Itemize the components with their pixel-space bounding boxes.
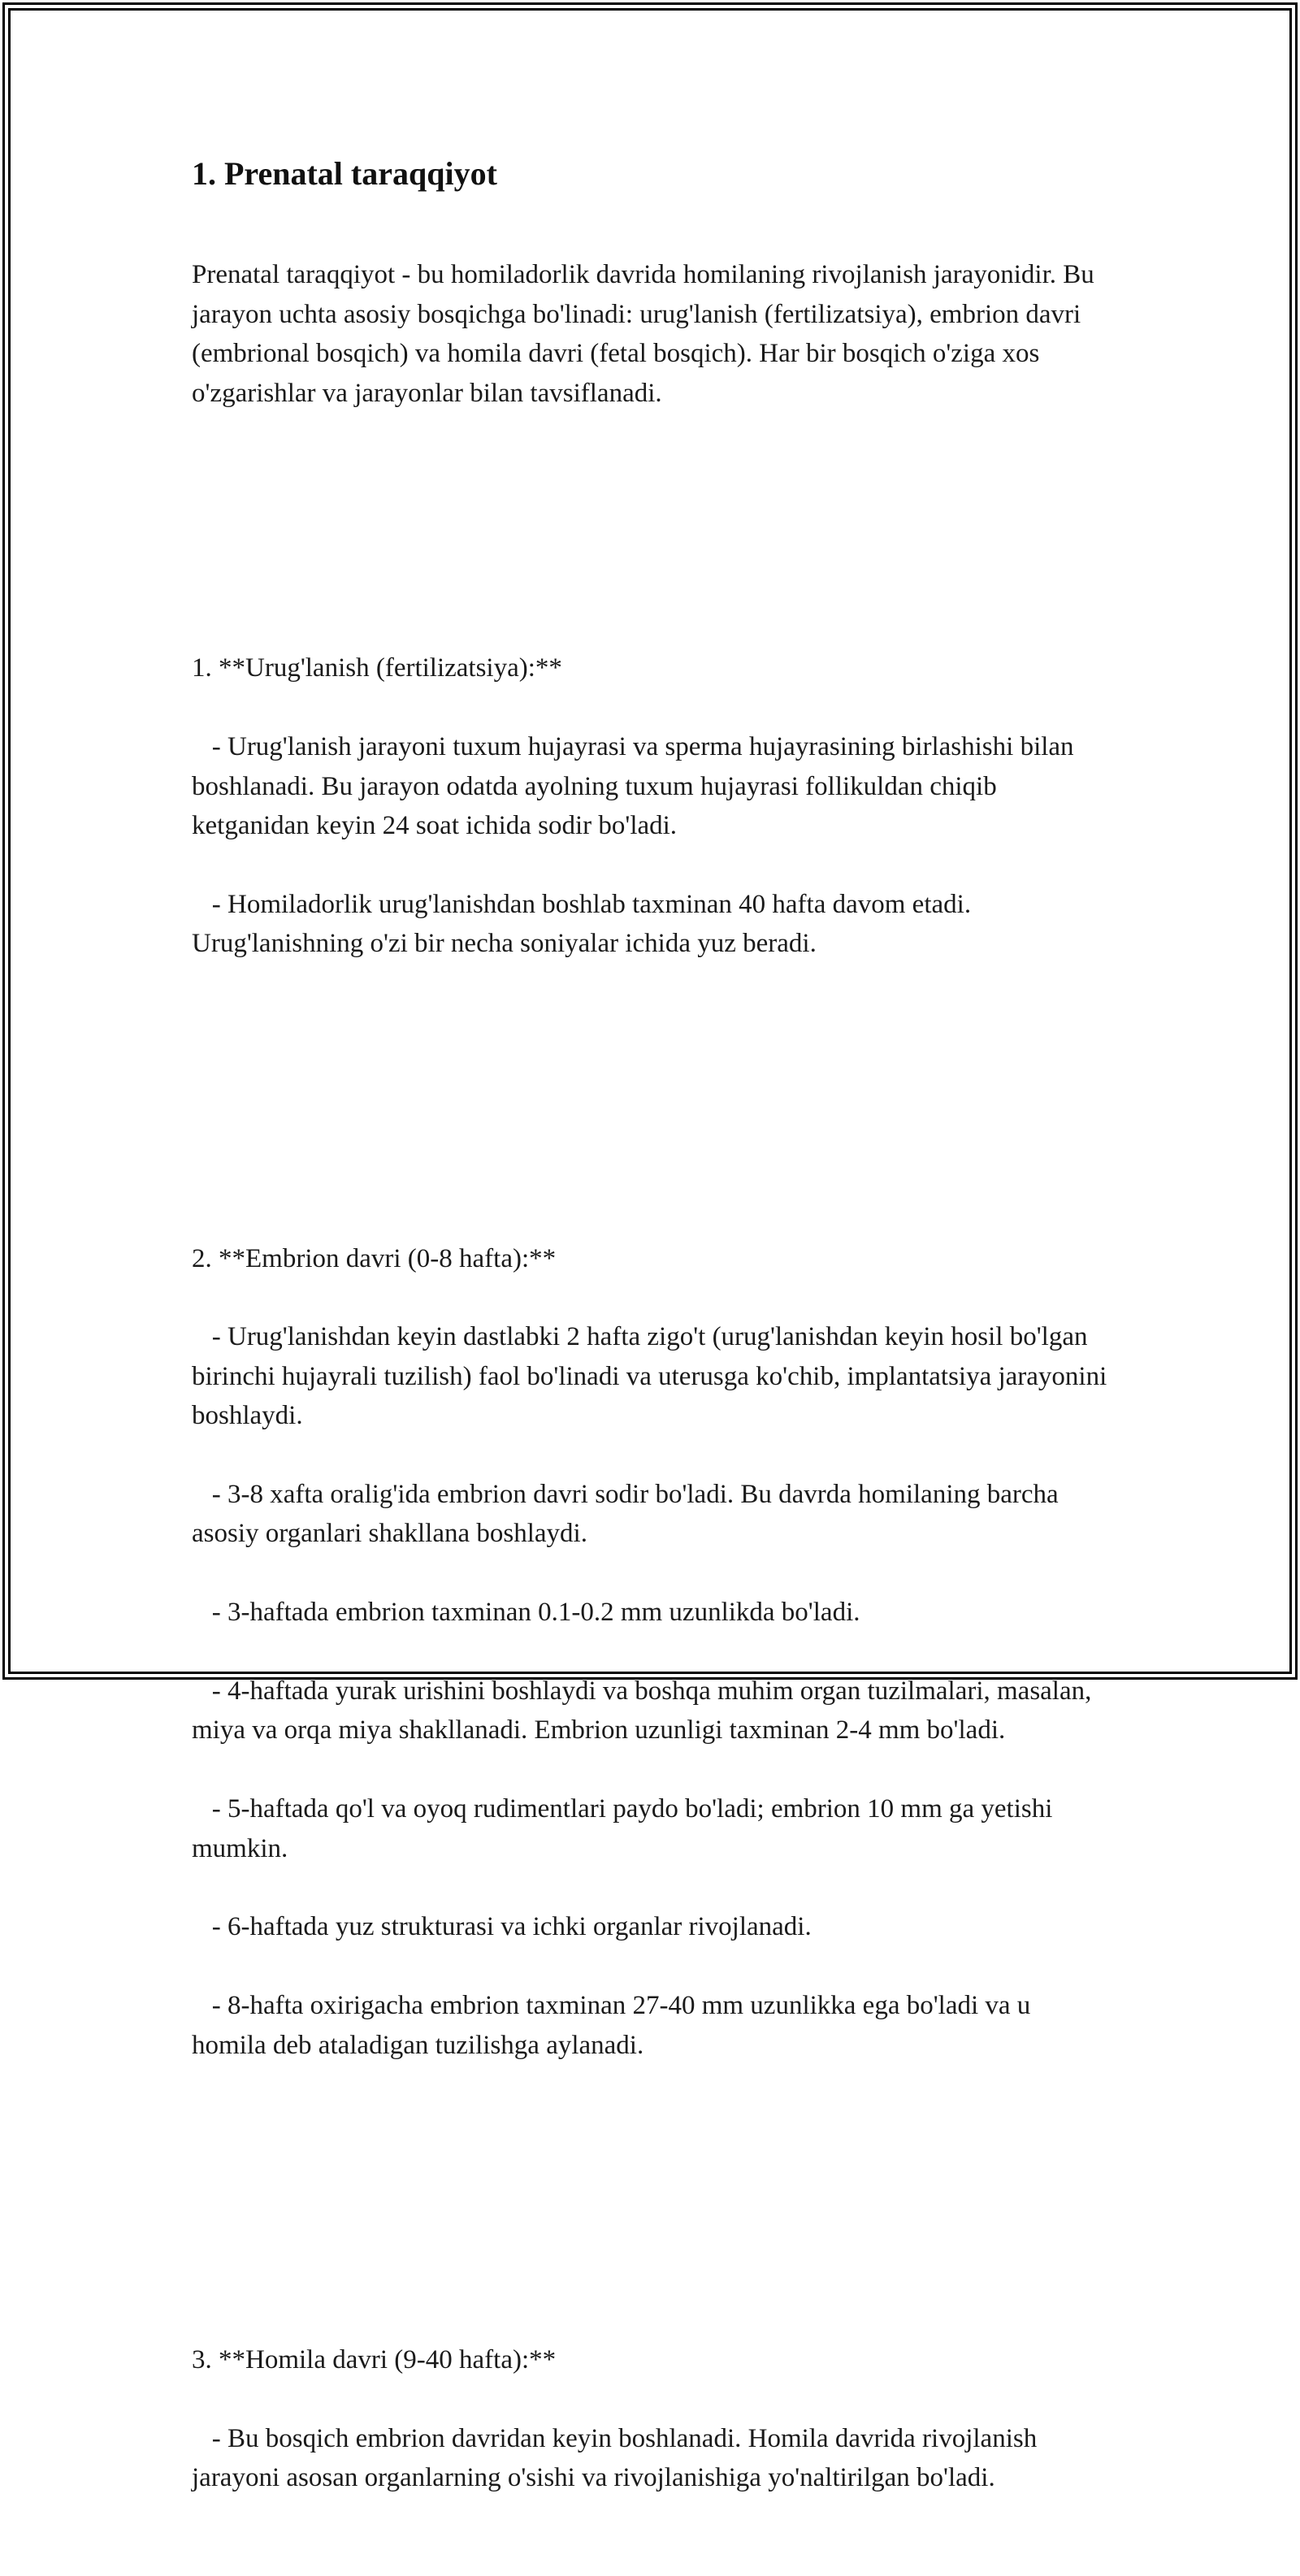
document-body [192,216,1110,2576]
list-item: - Bu bosqich embrion davridan keyin boshlanadi. Homila davrida rivojlanish jarayoni asosan organlarning o'sishi va rivojlanishiga yo'naltirilgan bo'ladi. [192,2423,1038,2493]
section-heading: 3. **Homila davri (9-40 hafta):** [192,2344,557,2374]
list-item: - Homiladorlik urug'lanishdan boshlab taxminan 40 hafta davom etadi. Urug'lanishning o'zi bir necha soniyalar ichida yuz beradi. [192,889,972,959]
document-title: 1. Prenatal taraqqiyot [192,155,497,192]
section-fetal-period [192,2301,1110,2536]
section-fertilization [192,609,1110,1003]
list-item: - Urug'lanishdan keyin dastlabki 2 hafta zigo't (urug'lanishdan keyin hosil bo'lgan birinchi hujayrali tuzilish) faol bo'linadi va uterusga ko'chib, implantatsiya jarayonini boshlaydi. [192,1322,1107,1431]
list-item: - 5-haftada qo'l va oyoq rudimentlari paydo bo'ladi; embrion 10 mm ga yetishi mumkin. [192,1794,1053,1863]
document-content [192,151,1110,2576]
spacer [192,1043,1110,1082]
spacer [192,2144,1110,2183]
list-item: - Urug'lanish jarayoni tuxum hujayrasi va sperma hujayrasining birlashishi bilan boshlanadi. Bu jarayon odatda ayolning tuxum hujayrasi follikuldan chiqib ketganidan keyin 24 soat ichida sodir bo'ladi. [192,732,1074,841]
section-embryo-period [192,1199,1110,2104]
section-heading: 1. **Urug'lanish (fertilizatsiya):** [192,653,562,683]
list-item: - 3-haftada embrion taxminan 0.1-0.2 mm uzunlikda bo'ladi. [211,1598,860,1628]
section-heading: 2. **Embrion davri (0-8 hafta):** [192,1243,557,1273]
list-item: - 6-haftada yuz strukturasi va ichki organlar rivojlanadi. [211,1912,812,1942]
intro-paragraph: Prenatal taraqqiyot - bu homiladorlik davrida homilaning rivojlanish jarayonidir. Bu jarayon uchta asosiy bosqichga bo'linadi: urug'lanish (fertilizatsiya), embrion davri (embrional bosqich) va homila davri (fetal bosqich). Har bir bosqich o'ziga xos o'zgarishlar va jarayonlar bilan tavsiflanadi. [192,260,1094,408]
list-item: - 8-hafta oxirigacha embrion taxminan 27-40 mm uzunlikka ega bo'ladi va u homila deb ataladigan tuzilishga aylanadi. [192,1991,1031,2060]
spacer [192,452,1110,491]
list-item: - 4-haftada yurak urishini boshlaydi va boshqa muhim organ tuzilmalari, masalan, miya va orqa miya shakllanadi. Embrion uzunligi taxminan 2-4 mm bo'ladi. [192,1676,1092,1746]
list-item: - 3-8 xafta oralig'ida embrion davri sodir bo'ladi. Bu davrda homilaning barcha asosiy organlari shakllana boshlaydi. [192,1479,1059,1549]
